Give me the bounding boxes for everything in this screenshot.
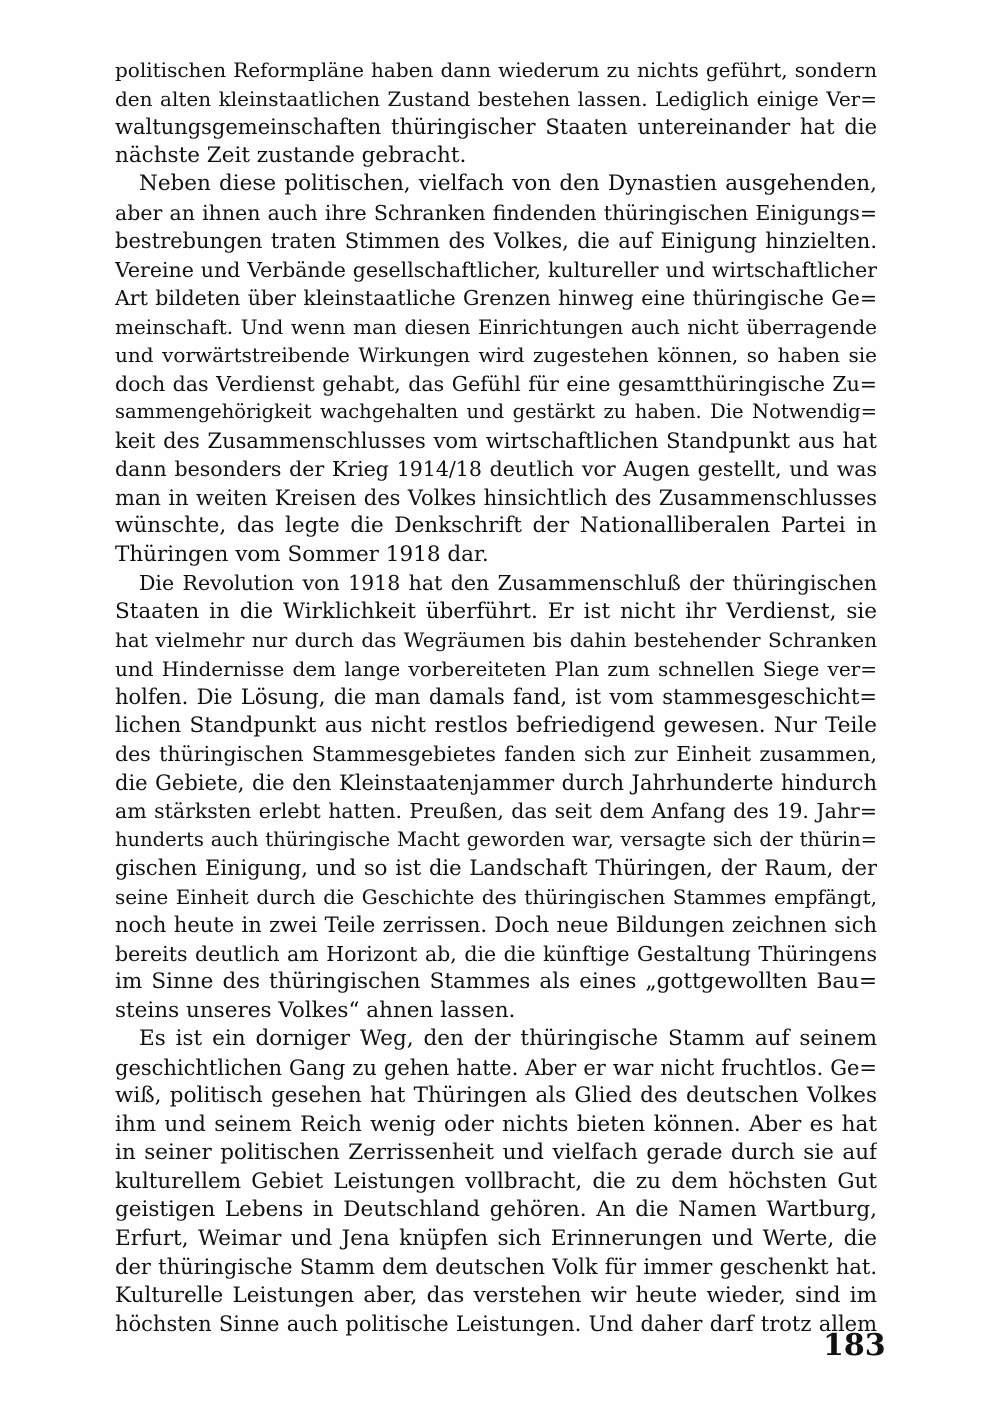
text-line: Vereine und Verbände gesellschaftlicher, kultureller und wirtschaftlicher <box>115 257 877 282</box>
text-line: am stärksten erlebt hatten. Preußen, das seit dem Anfang des 19. Jahr= <box>115 799 877 823</box>
text-line: keit des Zusammenschlusses vom wirtschaftlichen Standpunkt aus hat <box>115 428 877 453</box>
text-line: im Sinne des thüringischen Stammes als eines „gottgewollten Bau= <box>115 969 877 994</box>
text-line: bestrebungen traten Stimmen des Volkes, die auf Einigung hinzielten. <box>115 229 877 253</box>
text-line: lichen Standpunkt aus nicht restlos befriedigend gewesen. Nur Teile <box>115 712 877 738</box>
text-line: Die Revolution von 1918 hat den Zusammenschluß der thüringischen <box>139 571 877 595</box>
text-line: Erfurt, Weimar und Jena knüpfen sich Erinnerungen und Werte, die <box>115 1225 877 1251</box>
text-line: und Hindernisse dem lange vorbereiteten Plan zum schnellen Siege ver= <box>115 656 877 681</box>
body-text <box>115 56 877 1339</box>
text-line: kulturellem Gebiet Leistungen vollbracht, die zu dem höchsten Gut <box>115 1168 877 1194</box>
text-line: aber an ihnen auch ihre Schranken findenden thüringischen Einigungs= <box>115 200 877 225</box>
text-line: nächste Zeit zustande gebracht. <box>115 142 467 168</box>
text-line: Art bildeten über kleinstaatliche Grenzen hinweg eine thüringische Ge= <box>115 286 877 310</box>
text-line: meinschaft. Und wenn man diesen Einrichtungen auch nicht überragende <box>115 314 877 339</box>
text-line: hat vielmehr nur durch das Wegräumen bis dahin bestehender Schranken <box>115 628 877 652</box>
text-line: ihm und seinem Reich wenig oder nichts bieten können. Aber es hat <box>115 1111 877 1137</box>
text-line: des thüringischen Stammesgebietes fanden sich zur Einheit zusammen, <box>115 742 877 766</box>
text-line: noch heute in zwei Teile zerrissen. Doch neue Bildungen zeichnen sich <box>115 913 877 937</box>
text-line: Staaten in die Wirklichkeit überführt. Er ist nicht ihr Verdienst, sie <box>115 598 877 624</box>
text-line: geistigen Lebens in Deutschland gehören. An die Namen Wartburg, <box>115 1197 877 1222</box>
text-line: sammengehörigkeit wachgehalten und gestärkt zu haben. Die Notwendig= <box>115 400 877 423</box>
text-line: holfen. Die Lösung, die man damals fand, ist vom stammesgeschicht= <box>115 685 877 709</box>
text-line: steins unseres Volkes“ ahnen lassen. <box>115 997 516 1023</box>
text-line: höchsten Sinne auch politische Leistungen. Und daher darf trotz allem <box>115 1312 877 1336</box>
text-line: die Gebiete, die den Kleinstaatenjammer durch Jahrhunderte hindurch <box>115 770 877 795</box>
text-line: Thüringen vom Sommer 1918 dar. <box>115 541 489 567</box>
text-line: politischen Reformpläne haben dann wiederum zu nichts geführt, sondern <box>115 58 877 82</box>
text-line: geschichtlichen Gang zu gehen hatte. Aber er war nicht fruchtlos. Ge= <box>115 1055 877 1080</box>
text-line: gischen Einigung, und so ist die Landschaft Thüringen, der Raum, der <box>115 856 877 880</box>
text-line: dann besonders der Krieg 1914/18 deutlich vor Augen gestellt, und was <box>115 457 877 481</box>
text-line: den alten kleinstaatlichen Zustand bestehen lassen. Lediglich einige Ver= <box>115 86 877 111</box>
text-line: wünschte, das legte die Denkschrift der Nationalliberalen Partei in <box>115 513 877 538</box>
text-line: wiß, politisch gesehen hat Thüringen als Glied des deutschen Volkes <box>115 1083 877 1108</box>
text-line: Kulturelle Leistungen aber, das verstehen wir heute wieder, sind im <box>115 1282 877 1308</box>
page-number: 183 <box>823 1328 886 1363</box>
text-line: seine Einheit durch die Geschichte des thüringischen Stammes empfängt, <box>115 884 877 909</box>
text-line: in seiner politischen Zerrissenheit und vielfach gerade durch sie auf <box>115 1140 877 1165</box>
text-line: man in weiten Kreisen des Volkes hinsichtlich des Zusammenschlusses <box>115 485 877 510</box>
text-line: doch das Verdienst gehabt, das Gefühl für eine gesamtthüringische Zu= <box>115 371 877 396</box>
text-line: und vorwärtstreibende Wirkungen wird zugestehen können, so haben sie <box>115 343 877 367</box>
text-line: Es ist ein dorniger Weg, den der thüringische Stamm auf seinem <box>139 1026 877 1051</box>
text-line: Neben diese politischen, vielfach von den Dynastien ausgehenden, <box>139 171 877 196</box>
text-line: bereits deutlich am Horizont ab, die die künftige Gestaltung Thüringens <box>115 941 877 966</box>
text-line: der thüringische Stamm dem deutschen Volk für immer geschenkt hat. <box>115 1255 877 1279</box>
text-line: hunderts auch thüringische Macht geworden war, versagte sich der thürin= <box>115 827 877 851</box>
text-line: waltungsgemeinschaften thüringischer Staaten untereinander hat die <box>115 115 877 139</box>
